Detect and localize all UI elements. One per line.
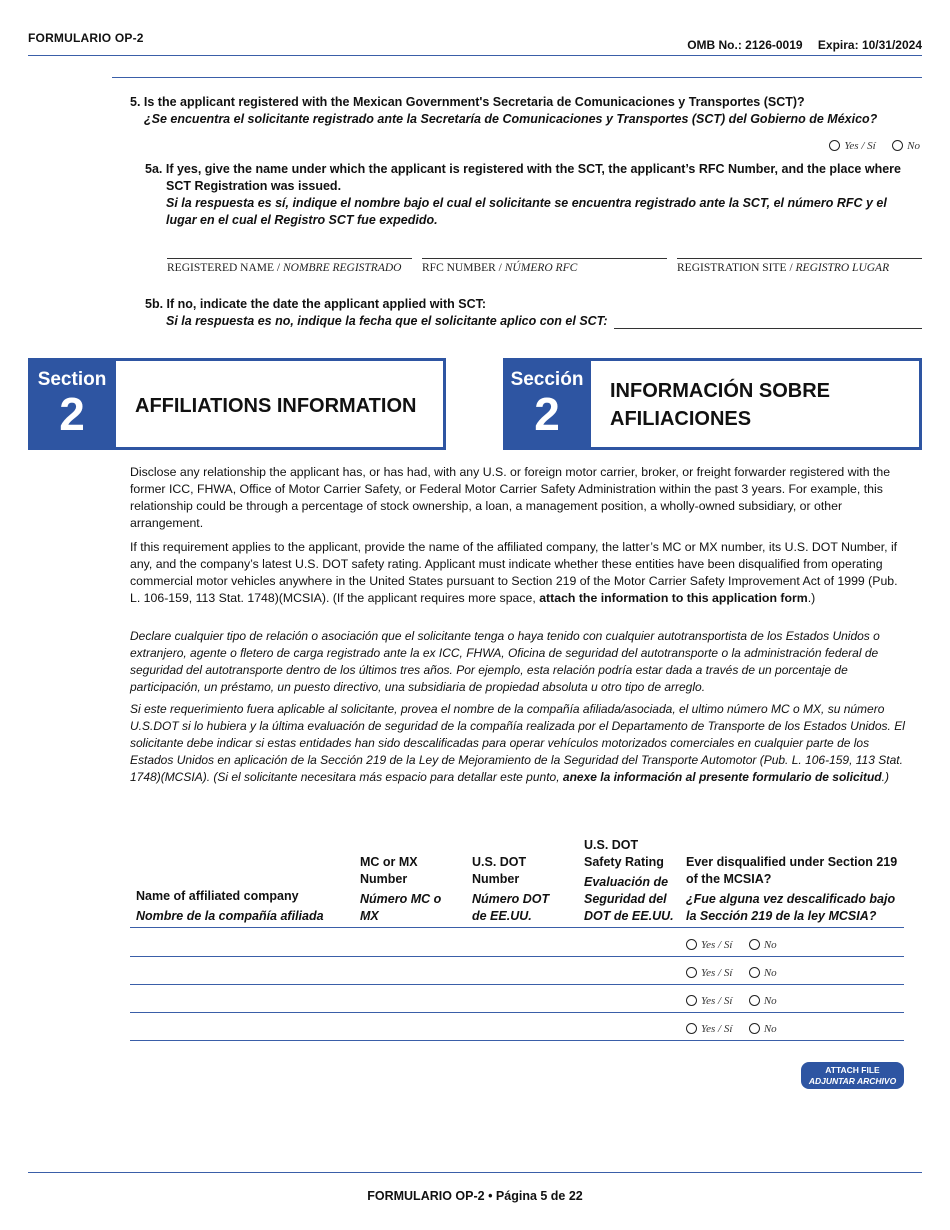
section-title-en: AFFILIATIONS INFORMATION (135, 395, 417, 417)
row-yes-option[interactable]: Yes / Sí (686, 1019, 732, 1037)
paragraph-3: Declare cualquier tipo de relación o asociación que el solicitante tenga o haya tenido con cualquier autotransportista de los Estados Unidos o extranjero, agente o fletero de carga registrado ante la ex ICC, FHWA, Oficina de seguridad del autotransporte o la administración federal de seguridad del autotransporte dentro de los últimos tres años. Por ejemplo, esta relación podría estar dada a través de un porcentaje de participación, un préstamo, un puesto directivo, una subsidiaria de propiedad absoluta u otro tipo de arreglo. (130, 629, 880, 694)
header-dot-number: U.S. DOT Number Número DOT de EE.UU. (472, 855, 550, 923)
header-rule (28, 55, 922, 56)
top-rule (112, 77, 922, 78)
expiration-date: Expira: 10/31/2024 (817, 38, 922, 52)
registration-site-field[interactable] (677, 258, 922, 259)
registered-name-field[interactable] (167, 258, 412, 259)
question-5-es: ¿Se encuentra el solicitante registrado ante la Secretaría de Comunicaciones y Transportes (SCT) del Gobierno de México? (144, 112, 878, 126)
sct-date-field[interactable] (614, 328, 922, 329)
registered-name-label: REGISTERED NAME / NOMBRE REGISTRADO (167, 262, 402, 274)
question-5-options (817, 136, 920, 154)
table-row-1-disqualified (686, 935, 789, 953)
table-row-divider (130, 984, 904, 985)
question-5b-es: Si la respuesta es no, indique la fecha que el solicitante aplico con el SCT: (166, 314, 608, 328)
row-no-option[interactable]: No (749, 1019, 777, 1037)
radio-icon[interactable] (749, 995, 760, 1006)
question-5b (145, 296, 615, 330)
section-number-badge: Section 2 (28, 358, 116, 450)
paragraph-2: If this requirement applies to the applicant, provide the name of the affiliated company, the latter’s MC or MX number, its U.S. DOT Number, if any, and the company’s latest U.S. DOT safety rating. Applicant must indicate whether these entities have been disqualified from operating commercial motor vehicles anywhere in the United States pursuant to Section 219 of the Motor Carrier Safety Improvement Act of 1999 (Pub. L. 106-159, 113 Stat. 1748)(MCSIA). (If the applicant requires more space, attach the information to this application form.) (130, 540, 898, 605)
radio-icon[interactable] (686, 995, 697, 1006)
rfc-number-field[interactable] (422, 258, 667, 259)
table-row-divider (130, 956, 904, 957)
row-yes-option[interactable]: Yes / Sí (686, 963, 732, 981)
question-5a-es: Si la respuesta es sí, indique el nombre bajo el cual el solicitante se encuentra registrado ante la SCT, el número RFC y el lugar en el cual el Registro SCT fue expedido. (166, 196, 887, 227)
footer-rule (28, 1172, 922, 1173)
row-yes-option[interactable]: Yes / Sí (686, 991, 732, 1009)
section-number-badge: Sección 2 (503, 358, 591, 450)
radio-icon[interactable] (686, 1023, 697, 1034)
table-row-divider (130, 1040, 904, 1041)
radio-icon[interactable] (829, 140, 840, 151)
section-2-header-en (28, 358, 446, 450)
section-title-es: INFORMACIÓN SOBRE AFILIACIONES (610, 380, 830, 430)
paragraph-4: Si este requerimiento fuera aplicable al solicitante, provea el nombre de la compañía afiliada/asociada, el ultimo número MC o MX, su número U.S.DOT si lo hubiera y la última evaluación de seguridad de la compañía realizada por el Departamento de Transporte de los Estados Unidos. El solicitante debe indicar si estas entidades han sido descalificadas para operar vehículos motorizados comerciales en cualquier parte de los Estados Unidos en aplicación de la Sección 219 de la Ley de Mejoramiento de la Seguridad del Transporte Automotor (Pub. L. 106-159, 113 Stat. 1748)(MCSIA). (Si el solicitante necesitara más espacio para detallar este punto, anexe la información al presente formulario de solicitud.) (130, 702, 905, 784)
question-5a (145, 161, 911, 229)
question-5 (130, 94, 920, 128)
attach-file-button[interactable]: ATTACH FILE ADJUNTAR ARCHIVO (801, 1062, 904, 1089)
section-2-header-es (503, 358, 922, 450)
page-footer: FORMULARIO OP-2 • Página 5 de 22 (367, 1189, 583, 1203)
radio-icon[interactable] (686, 967, 697, 978)
radio-icon[interactable] (749, 967, 760, 978)
table-row-2-disqualified (686, 963, 789, 981)
q5-no-option[interactable]: No (892, 136, 920, 154)
registration-site-label: REGISTRATION SITE / REGISTRO LUGAR (677, 262, 890, 274)
radio-icon[interactable] (686, 939, 697, 950)
radio-icon[interactable] (749, 1023, 760, 1034)
row-no-option[interactable]: No (749, 991, 777, 1009)
header-company-name: Name of affiliated company Nombre de la compañía afiliada (136, 889, 324, 923)
radio-icon[interactable] (892, 140, 903, 151)
question-5-en: 5. Is the applicant registered with the Mexican Government's Secretaria de Comunicaciones y Transportes (SCT)? (130, 95, 805, 109)
table-row-divider (130, 1012, 904, 1013)
header-mc-mx-number: MC or MX Number Número MC o MX (360, 855, 442, 923)
rfc-number-label: RFC NUMBER / NÚMERO RFC (422, 262, 578, 274)
paragraph-1: Disclose any relationship the applicant has, or has had, with any U.S. or foreign motor carrier, broker, or freight forwarder registered with the former ICC, FHWA, Office of Motor Carrier Safety, or Federal Motor Carrier Safety Administration within the past 3 years. For example, this relationship could be through a percentage of stock ownership, a loan, a management position, a wholly-owned subsidiary, or other arrangement. (130, 465, 891, 530)
question-5a-en: 5a. If yes, give the name under which the applicant is registered with the SCT, the applicant’s RFC Number, and the place where SCT Registration was issued. (145, 162, 901, 193)
q5-yes-option[interactable]: Yes / Sí (829, 136, 875, 154)
row-no-option[interactable]: No (749, 963, 777, 981)
header-disqualified: Ever disqualified under Section 219 of the MCSIA? ¿Fue alguna vez descalificado bajo la Sección 219 de la ley MCSIA? (686, 855, 898, 923)
row-no-option[interactable]: No (749, 935, 777, 953)
radio-icon[interactable] (749, 939, 760, 950)
omb-number: OMB No.: 2126-0019 (687, 38, 803, 52)
row-yes-option[interactable]: Yes / Sí (686, 935, 732, 953)
form-id: FORMULARIO OP-2 (28, 31, 144, 45)
table-row-4-disqualified (686, 1019, 789, 1037)
question-5b-en: 5b. If no, indicate the date the applicant applied with SCT: (145, 297, 487, 311)
table-row-3-disqualified (686, 991, 789, 1009)
header-safety-rating: U.S. DOT Safety Rating Evaluación de Seguridad del DOT de EE.UU. (584, 838, 674, 923)
table-row-divider (130, 927, 904, 928)
omb-info (675, 38, 922, 52)
